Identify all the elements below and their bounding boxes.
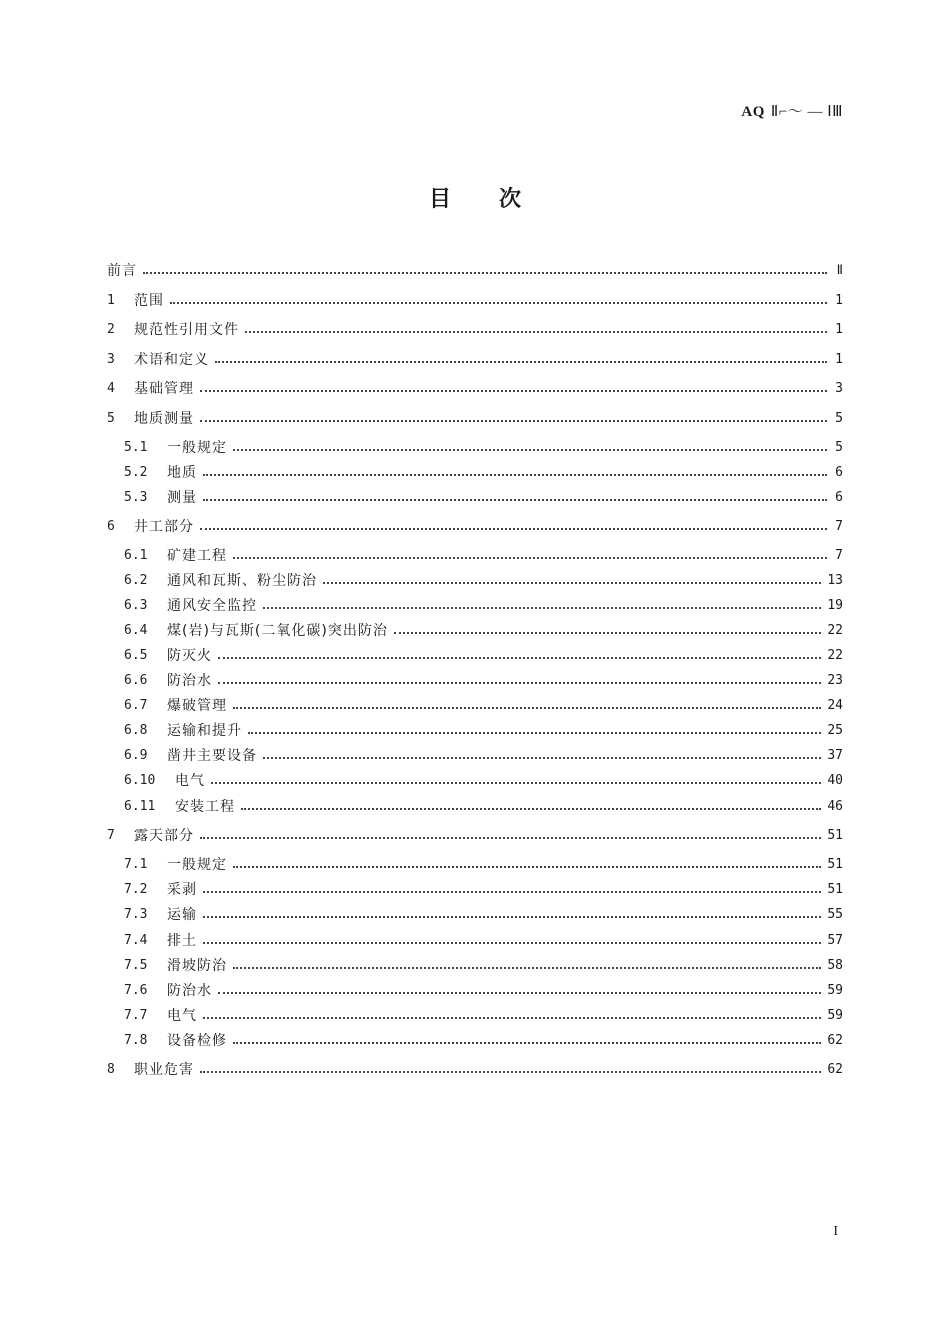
toc-entry-label: 一般规定: [167, 440, 227, 456]
toc-entry-number: 6.4: [124, 622, 148, 638]
toc-entry-label: 职业危害: [134, 1062, 194, 1078]
toc-entry-number: 6.11: [124, 798, 156, 814]
standard-prefix: AQ: [741, 104, 765, 120]
toc-entry-page: 24: [827, 697, 843, 713]
toc-entry-page: 25: [827, 722, 843, 738]
toc-entry-label: 滑坡防治: [167, 958, 227, 974]
toc-entry[interactable]: [107, 290, 843, 310]
toc-entry[interactable]: [107, 825, 843, 845]
toc-entry[interactable]: [107, 1005, 843, 1025]
toc-entry-label: 防治水: [167, 983, 212, 999]
toc-entry-label: 电气: [175, 773, 205, 789]
toc-entry-page: 37: [827, 747, 843, 763]
toc-entry-label: 防灭火: [167, 648, 212, 664]
toc-leader-dots: [263, 607, 821, 609]
toc-entry[interactable]: [107, 1030, 843, 1050]
toc-leader-dots: [203, 1017, 821, 1019]
toc-entry-label: 凿井主要设备: [167, 748, 257, 764]
toc-entry-page: 55: [827, 906, 843, 922]
toc-leader-dots: [218, 657, 821, 659]
toc-entry-label: 范围: [134, 293, 164, 309]
toc-entry-number: 6.9: [124, 747, 148, 763]
toc-entry-number: 5: [107, 410, 115, 426]
toc-entry-page: 62: [827, 1061, 843, 1077]
toc-entry-label: 防治水: [167, 673, 212, 689]
toc-leader-dots: [241, 808, 821, 810]
toc-entry-page: 1: [835, 292, 843, 308]
toc-leader-dots: [203, 891, 821, 893]
toc-leader-dots: [394, 632, 821, 634]
standard-code: [741, 100, 843, 121]
toc-entry-number: 5.3: [124, 489, 148, 505]
toc-leader-dots: [218, 682, 821, 684]
toc-leader-dots: [203, 474, 827, 476]
toc-leader-dots: [200, 420, 827, 422]
toc-entry[interactable]: [107, 349, 843, 369]
toc-entry-label: 电气: [167, 1008, 197, 1024]
toc-leader-dots: [233, 557, 827, 559]
toc-entry-label: 安装工程: [175, 799, 235, 815]
toc-entry[interactable]: [107, 437, 843, 457]
toc-entry[interactable]: [107, 645, 843, 665]
toc-leader-dots: [233, 866, 821, 868]
toc-entry-label: 煤(岩)与瓦斯(二氧化碳)突出防治: [167, 623, 388, 639]
toc-leader-dots: [211, 782, 821, 784]
toc-leader-dots: [233, 707, 821, 709]
toc-entry[interactable]: [107, 770, 843, 790]
toc-entry-page: 5: [835, 410, 843, 426]
toc-entry[interactable]: [107, 516, 843, 536]
toc-entry[interactable]: [107, 319, 843, 339]
toc-entry-page: 62: [827, 1032, 843, 1048]
toc-entry-number: 6: [107, 518, 115, 534]
toc-entry-label: 运输和提升: [167, 723, 242, 739]
toc-leader-dots: [203, 916, 821, 918]
toc-entry-number: 7.7: [124, 1007, 148, 1023]
toc-entry-number: 4: [107, 380, 115, 396]
toc-entry-label: 矿建工程: [167, 548, 227, 564]
toc-entry-label: 井工部分: [134, 519, 194, 535]
toc-entry-label: 基础管理: [134, 381, 194, 397]
toc-entry-label: 地质: [167, 465, 197, 481]
toc-entry[interactable]: [107, 595, 843, 615]
toc-entry[interactable]: [107, 879, 843, 899]
toc-entry-number: 6.10: [124, 772, 156, 788]
toc-entry-page: 6: [835, 489, 843, 505]
toc-leader-dots: [218, 992, 821, 994]
toc-entry-number: 7: [107, 827, 115, 843]
toc-leader-dots: [233, 1042, 821, 1044]
toc-entry-label: 术语和定义: [134, 352, 209, 368]
toc-leader-dots: [233, 967, 821, 969]
toc-leader-dots: [215, 361, 827, 363]
toc-entry-page: 7: [835, 547, 843, 563]
toc-leader-dots: [263, 757, 821, 759]
toc-entry-label: 地质测量: [134, 411, 194, 427]
toc-entry[interactable]: [107, 545, 843, 565]
toc-entry-page: 46: [827, 798, 843, 814]
toc-entry-page: 51: [827, 856, 843, 872]
toc-entry-number: 7.6: [124, 982, 148, 998]
toc-entry-number: 7.2: [124, 881, 148, 897]
toc-entry-page: 7: [835, 518, 843, 534]
toc-entry[interactable]: [107, 670, 843, 690]
toc-entry[interactable]: [107, 462, 843, 482]
toc-entry-label: 通风和瓦斯、粉尘防治: [167, 573, 317, 589]
toc-leader-dots: [200, 837, 821, 839]
toc-entry-number: 6.2: [124, 572, 148, 588]
toc-entry-label: 前言: [107, 263, 137, 279]
toc-leader-dots: [245, 331, 827, 333]
toc-entry[interactable]: [107, 260, 843, 280]
toc-entry-page: 22: [827, 622, 843, 638]
toc-entry[interactable]: [107, 930, 843, 950]
toc-entry[interactable]: [107, 1059, 843, 1079]
toc-leader-dots: [200, 528, 827, 530]
toc-entry-page: 51: [827, 881, 843, 897]
toc-entry[interactable]: [107, 570, 843, 590]
toc-entry-page: 59: [827, 982, 843, 998]
toc-entry[interactable]: [107, 904, 843, 924]
toc-entry[interactable]: [107, 378, 843, 398]
toc-entry-page: 51: [827, 827, 843, 843]
toc-entry[interactable]: [107, 720, 843, 740]
toc-entry-number: 5.1: [124, 439, 148, 455]
toc-entry-page: 6: [835, 464, 843, 480]
toc-leader-dots: [203, 499, 827, 501]
toc-entry-number: 3: [107, 351, 115, 367]
toc-entry-page: 23: [827, 672, 843, 688]
toc-entry[interactable]: [107, 487, 843, 507]
toc-entry[interactable]: [107, 980, 843, 1000]
toc-entry-number: 6.1: [124, 547, 148, 563]
toc-entry-page: 40: [827, 772, 843, 788]
toc-entry-number: 6.8: [124, 722, 148, 738]
footer-page-number: I: [833, 1224, 838, 1239]
toc-entry-number: 5.2: [124, 464, 148, 480]
toc-entry-label: 通风安全监控: [167, 598, 257, 614]
toc-entry-label: 露天部分: [134, 828, 194, 844]
toc-entry-number: 6.3: [124, 597, 148, 613]
toc-entry-number: 7.3: [124, 906, 148, 922]
toc-entry-number: 2: [107, 321, 115, 337]
toc-entry-number: 1: [107, 292, 115, 308]
toc-entry-number: 7.8: [124, 1032, 148, 1048]
toc-entry-page: 3: [835, 380, 843, 396]
toc-entry-page: 13: [827, 572, 843, 588]
toc-entry-page: 5: [835, 439, 843, 455]
toc-entry-number: 7.4: [124, 932, 148, 948]
toc-leader-dots: [200, 1071, 821, 1073]
toc-entry[interactable]: [107, 955, 843, 975]
toc-entry-page: 22: [827, 647, 843, 663]
toc-entry-label: 测量: [167, 490, 197, 506]
toc-entry[interactable]: [107, 408, 843, 428]
toc-entry-number: 6.7: [124, 697, 148, 713]
toc-entry-number: 8: [107, 1061, 115, 1077]
toc-entry-label: 采剥: [167, 882, 197, 898]
toc-leader-dots: [143, 272, 827, 274]
toc-leader-dots: [170, 302, 827, 304]
toc-entry-page: Ⅱ: [836, 262, 843, 278]
toc-entry-number: 6.6: [124, 672, 148, 688]
toc-entry-page: 19: [827, 597, 843, 613]
toc-entry-label: 设备检修: [167, 1033, 227, 1049]
toc-entry[interactable]: [107, 854, 843, 874]
toc-entry-page: 57: [827, 932, 843, 948]
toc-entry-page: 59: [827, 1007, 843, 1023]
toc-entry-label: 一般规定: [167, 857, 227, 873]
toc-entry-page: 58: [827, 957, 843, 973]
toc-entry-number: 7.5: [124, 957, 148, 973]
toc-entry[interactable]: [107, 745, 843, 765]
toc-entry[interactable]: [107, 620, 843, 640]
toc-entry-label: 规范性引用文件: [134, 322, 239, 338]
toc-leader-dots: [200, 390, 827, 392]
toc-entry-label: 运输: [167, 907, 197, 923]
toc-entry-label: 爆破管理: [167, 698, 227, 714]
toc-leader-dots: [248, 732, 821, 734]
toc-leader-dots: [323, 582, 821, 584]
toc-entry-page: 1: [835, 351, 843, 367]
toc-entry[interactable]: [107, 695, 843, 715]
toc-entry-label: 排土: [167, 933, 197, 949]
toc-entry-number: 6.5: [124, 647, 148, 663]
standard-number: Ⅱ⌐～ — ⅠⅢ: [770, 104, 843, 120]
toc-leader-dots: [203, 942, 821, 944]
toc-entry-number: 7.1: [124, 856, 148, 872]
page-title: 目次: [428, 187, 569, 212]
toc-leader-dots: [233, 449, 827, 451]
toc-entry[interactable]: [107, 796, 843, 816]
toc-entry-page: 1: [835, 321, 843, 337]
